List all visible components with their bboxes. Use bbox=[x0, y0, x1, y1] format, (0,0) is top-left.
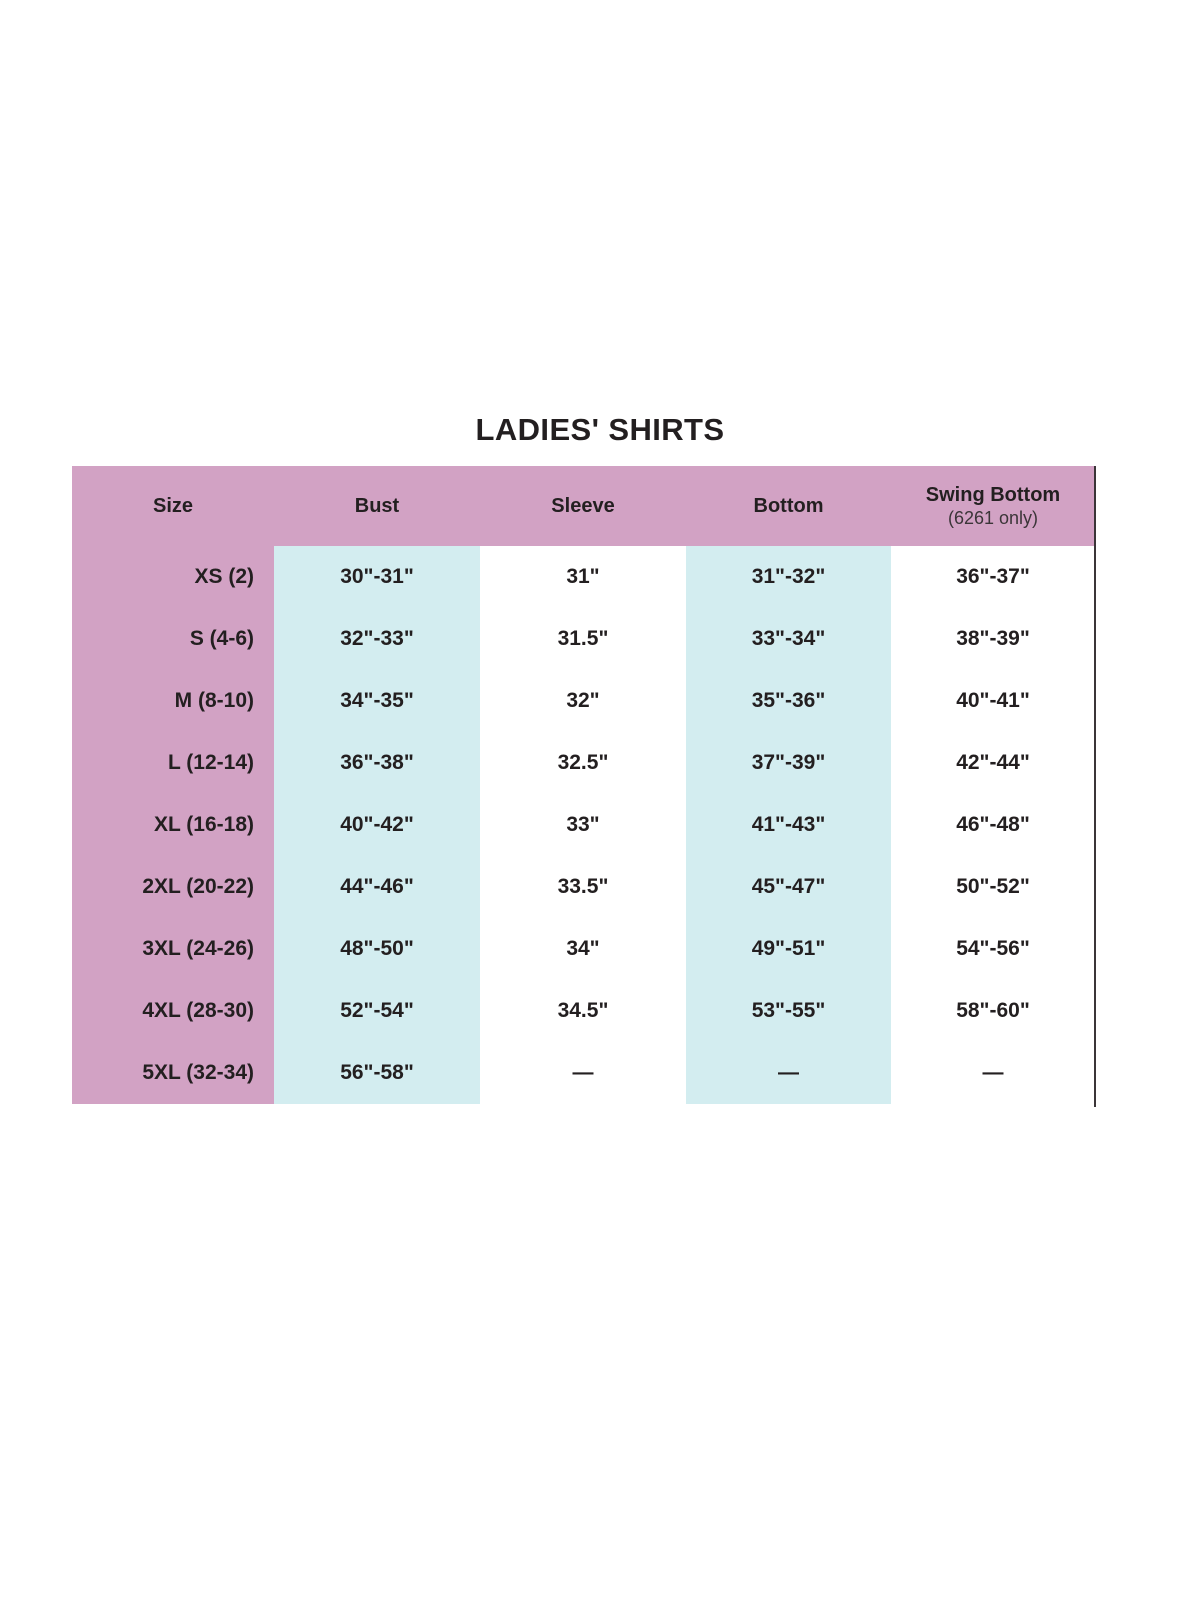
cell-bust: 34"-35" bbox=[274, 670, 480, 732]
column-header-size bbox=[72, 466, 274, 546]
cell-sleeve: 32.5" bbox=[480, 732, 686, 794]
cell-sleeve: 32" bbox=[480, 670, 686, 732]
cell-bust: 36"-38" bbox=[274, 732, 480, 794]
table-row bbox=[72, 608, 1095, 670]
column-header-sleeve bbox=[480, 466, 686, 546]
cell-bottom: 49"-51" bbox=[686, 918, 891, 980]
cell-sleeve: 31.5" bbox=[480, 608, 686, 670]
cell-swing-bottom: 42"-44" bbox=[891, 732, 1095, 794]
cell-bust: 30"-31" bbox=[274, 546, 480, 608]
cell-swing-bottom: 54"-56" bbox=[891, 918, 1095, 980]
cell-sleeve: 33" bbox=[480, 794, 686, 856]
cell-bust: 48"-50" bbox=[274, 918, 480, 980]
table-head bbox=[72, 466, 1095, 546]
size-chart-table-wrapper bbox=[72, 466, 1095, 1104]
cell-bottom: 33"-34" bbox=[686, 608, 891, 670]
cell-size: S (4-6) bbox=[72, 608, 274, 670]
page-title: LADIES' SHIRTS bbox=[475, 412, 725, 447]
column-header-size-label: Size bbox=[152, 494, 194, 517]
table-row bbox=[72, 732, 1095, 794]
table-body bbox=[72, 546, 1095, 1104]
column-header-swing-bottom-label: Swing Bottom bbox=[925, 484, 1061, 507]
column-header-swing-bottom bbox=[891, 466, 1095, 546]
cell-bust: 56"-58" bbox=[274, 1042, 480, 1104]
cell-sleeve: 33.5" bbox=[480, 856, 686, 918]
cell-size: 4XL (28-30) bbox=[72, 980, 274, 1042]
table-row bbox=[72, 980, 1095, 1042]
table-row bbox=[72, 918, 1095, 980]
table-row bbox=[72, 1042, 1095, 1104]
cell-swing-bottom: 38"-39" bbox=[891, 608, 1095, 670]
cell-bottom: 31"-32" bbox=[686, 546, 891, 608]
cell-size: 5XL (32-34) bbox=[72, 1042, 274, 1104]
column-header-bust-label: Bust bbox=[354, 494, 400, 517]
cell-bust: 52"-54" bbox=[274, 980, 480, 1042]
cell-bottom: 53"-55" bbox=[686, 980, 891, 1042]
cell-sleeve: — bbox=[480, 1042, 686, 1104]
cell-size: L (12-14) bbox=[72, 732, 274, 794]
size-chart-table bbox=[72, 466, 1095, 1104]
column-header-sleeve-label: Sleeve bbox=[551, 494, 615, 517]
table-row bbox=[72, 670, 1095, 732]
table-row bbox=[72, 856, 1095, 918]
cell-swing-bottom: 40"-41" bbox=[891, 670, 1095, 732]
cell-bottom: — bbox=[686, 1042, 891, 1104]
cell-size: XL (16-18) bbox=[72, 794, 274, 856]
cell-bottom: 41"-43" bbox=[686, 794, 891, 856]
column-header-bust bbox=[274, 466, 480, 546]
cell-size: XS (2) bbox=[72, 546, 274, 608]
table-row bbox=[72, 794, 1095, 856]
cell-bust: 32"-33" bbox=[274, 608, 480, 670]
cell-swing-bottom: 36"-37" bbox=[891, 546, 1095, 608]
cell-swing-bottom: 46"-48" bbox=[891, 794, 1095, 856]
cell-size: 2XL (20-22) bbox=[72, 856, 274, 918]
table-row bbox=[72, 546, 1095, 608]
cell-bust: 44"-46" bbox=[274, 856, 480, 918]
cell-sleeve: 31" bbox=[480, 546, 686, 608]
cell-swing-bottom: 50"-52" bbox=[891, 856, 1095, 918]
cell-sleeve: 34" bbox=[480, 918, 686, 980]
cell-swing-bottom: 58"-60" bbox=[891, 980, 1095, 1042]
cell-size: M (8-10) bbox=[72, 670, 274, 732]
column-header-bottom bbox=[686, 466, 891, 546]
column-header-bottom-label: Bottom bbox=[753, 494, 824, 517]
cell-sleeve: 34.5" bbox=[480, 980, 686, 1042]
column-header-swing-bottom-note: (6261 only) bbox=[947, 507, 1039, 528]
cell-swing-bottom: — bbox=[891, 1042, 1095, 1104]
cell-size: 3XL (24-26) bbox=[72, 918, 274, 980]
table-header-row bbox=[72, 466, 1095, 546]
cell-bust: 40"-42" bbox=[274, 794, 480, 856]
cell-bottom: 45"-47" bbox=[686, 856, 891, 918]
cell-bottom: 37"-39" bbox=[686, 732, 891, 794]
table-right-rule bbox=[1094, 466, 1096, 1107]
cell-bottom: 35"-36" bbox=[686, 670, 891, 732]
